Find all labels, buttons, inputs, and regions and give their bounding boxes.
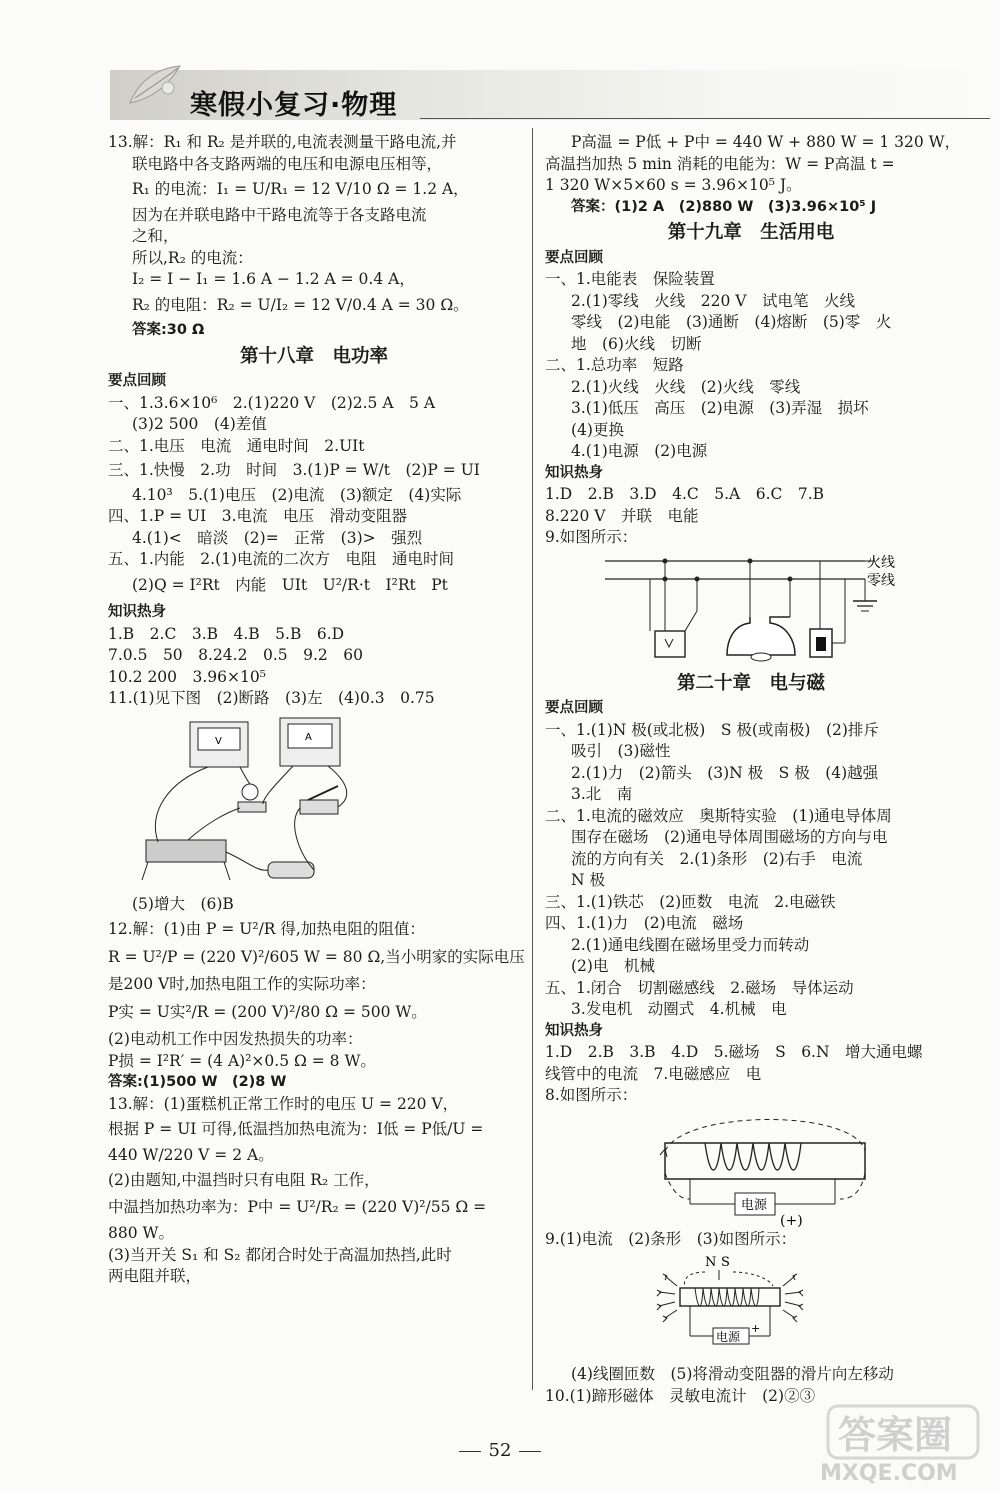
- text-line: 三、1.(1)铁芯 (2)匝数 电流 2.电磁铁: [545, 892, 836, 911]
- text-line: 高温挡加热 5 min 消耗的电能为：W = P高温 t =: [545, 154, 895, 173]
- text-line: 之和，: [132, 227, 179, 245]
- text-line: 13.解：R₁ 和 R₂ 是并联的,电流表测量干路电流,并: [108, 133, 457, 151]
- text-line: 8.如图所示：: [545, 1086, 638, 1104]
- solenoid-field-figure: [605, 1109, 935, 1227]
- text-line: 4.10³ 5.(1)电压 (2)电流 (3)额定 (4)实际: [132, 485, 462, 504]
- text-line: 880 W。: [108, 1224, 174, 1242]
- circuit-diagram-figure: [128, 712, 368, 892]
- page-header-title: 寒假小复习·物理: [190, 90, 398, 121]
- answer-line: 答案:(1)500 W (2)8 W: [108, 1074, 287, 1090]
- answer-line: 答案:30 Ω: [132, 322, 205, 338]
- text-line: R = U²/P = (220 V)²/605 W = 80 Ω,当小明家的实际电压: [108, 947, 525, 966]
- text-line: 1 320 W×5×60 s = 3.96×10⁵ J。: [545, 176, 802, 194]
- text-line: (2)由题知,中温挡时只有电阻 R₂ 工作，: [108, 1171, 380, 1189]
- text-line: 五、1.闭合 切割磁感线 2.磁场 导体运动: [545, 978, 854, 997]
- text-line: 两电阻并联，: [108, 1267, 202, 1285]
- text-line: N 极: [571, 871, 605, 889]
- electromagnet-figure: [645, 1252, 905, 1362]
- text-line: 3.北 南: [571, 785, 633, 803]
- text-line: (2)电动机工作中因发热损失的功率：: [108, 1030, 363, 1048]
- text-line: 10.(1)蹄形磁体 灵敏电流计 (2)②③: [545, 1386, 816, 1405]
- text-line: 3.(1)低压 高压 (2)电源 (3)弄湿 损坏: [571, 399, 869, 417]
- text-line: R₂ 的电阻：R₂ = U/I₂ = 12 V/0.4 A = 30 Ω。: [132, 295, 469, 314]
- text-line: 联电路中各支路两端的电压和电源电压相等，: [132, 154, 443, 173]
- power-source-label: 电源: [741, 1197, 768, 1213]
- chapter-19-title: 第十九章 生活用电: [667, 222, 835, 243]
- watermark-main-text: 答案圈: [838, 1413, 953, 1457]
- svg-text:A: A: [305, 731, 312, 743]
- section-heading: 要点回顾: [108, 373, 166, 389]
- text-line: 9.如图所示：: [545, 528, 638, 546]
- text-line: 10.2 200 3.96×10⁵: [108, 667, 266, 686]
- text-line: 五、1.内能 2.(1)电流的二次方 电阻 通电时间: [108, 550, 455, 568]
- text-line: 二、1.总功率 短路: [545, 356, 684, 374]
- text-line: 二、1.电压 电流 通电时间 2.UIt: [108, 436, 365, 455]
- text-line: 因为在并联电路中干路电流等于各支路电流: [132, 205, 427, 224]
- live-wire-label: 火线: [867, 554, 895, 571]
- right-column: [545, 132, 961, 1407]
- section-heading: 知识热身: [108, 604, 166, 620]
- text-line: 二、1.电流的磁效应 奥斯特实验 (1)通电导体周: [545, 806, 892, 825]
- watermark-site-text: MXQE.COM: [820, 1461, 958, 1486]
- section-heading: 知识热身: [545, 1022, 603, 1039]
- text-line: 1.D 2.B 3.B 4.D 5.磁场 S 6.N 增大通电螺: [545, 1043, 923, 1061]
- text-line: P损 = I²R′ = (4 A)²×0.5 Ω = 8 W。: [108, 1051, 376, 1070]
- text-line: 4.(1)电源 (2)电源: [571, 442, 708, 460]
- plus-terminal-label: (+): [780, 1212, 803, 1227]
- text-line: 吸引 (3)磁性: [571, 742, 671, 760]
- text-line: (2)电 机械: [571, 957, 655, 975]
- text-line: 8.220 V 并联 电能: [545, 506, 699, 525]
- text-line: 一、1.电能表 保险装置: [545, 270, 715, 288]
- north-pole-label: N: [705, 1255, 717, 1270]
- text-line: 1.B 2.C 3.B 4.B 5.B 6.D: [108, 624, 345, 643]
- text-line: 13.解：(1)蛋糕机正常工作时的电压 U = 220 V，: [108, 1094, 459, 1113]
- text-line: 2.(1)通电线圈在磁场里受力而转动: [571, 935, 810, 954]
- text-line: I₂ = I − I₁ = 1.6 A − 1.2 A = 0.4 A，: [132, 270, 415, 288]
- watermark-logo: [808, 1402, 988, 1486]
- plus-terminal-label: +: [751, 1322, 761, 1335]
- text-line: 7.0.5 50 8.24.2 0.5 9.2 60: [108, 646, 363, 664]
- page-number: 52: [450, 1440, 550, 1461]
- text-line: 所以,R₂ 的电流：: [132, 248, 253, 267]
- text-line: 一、1.(1)N 极(或北极) S 极(或南极) (2)排斥: [545, 720, 879, 739]
- text-line: 地 (6)火线 切断: [571, 334, 702, 353]
- chapter-18-title: 第十八章 电功率: [239, 345, 388, 367]
- text-line: 3.发电机 动圈式 4.机械 电: [571, 1000, 787, 1018]
- text-line: 12.解：(1)由 P = U²/R 得,加热电阻的阻值：: [108, 920, 425, 938]
- header-rule: [420, 118, 990, 119]
- text-line: 2.(1)火线 火线 (2)火线 零线: [571, 377, 801, 396]
- neutral-wire-label: 零线: [867, 572, 895, 589]
- answer-line: 答案：(1)2 A (2)880 W (3)3.96×10⁵ J: [571, 198, 877, 215]
- text-line: (2)Q = I²Rt 内能 UIt U²/R·t I²Rt Pt: [132, 575, 448, 594]
- section-heading: 要点回顾: [545, 249, 603, 266]
- text-line: (4)更换: [571, 420, 624, 439]
- south-pole-label: S: [721, 1255, 730, 1270]
- text-line: 9.(1)电流 (2)条形 (3)如图所示：: [545, 1229, 797, 1248]
- text-line: (4)线圈匝数 (5)将滑动变阻器的滑片向左移动: [571, 1365, 894, 1383]
- household-wiring-figure: [565, 551, 925, 669]
- text-line: 零线 (2)电能 (3)通断 (4)熔断 (5)零 火: [571, 313, 892, 331]
- text-line: 流的方向有关 2.(1)条形 (2)右手 电流: [571, 849, 863, 868]
- text-line: 根据 P = UI 可得,低温挡加热电流为：I低 = P低/U =: [108, 1120, 484, 1138]
- svg-text:V: V: [215, 735, 222, 747]
- text-line: 2.(1)力 (2)箭头 (3)N 极 S 极 (4)越强: [571, 763, 879, 782]
- text-line: R₁ 的电流：I₁ = U/R₁ = 12 V/10 Ω = 1.2 A，: [132, 180, 469, 198]
- text-line: P实 = U实²/R = (200 V)²/80 Ω = 500 W。: [108, 1002, 427, 1021]
- text-line: 中温挡加热功率为：P中 = U²/R₂ = (220 V)²/55 Ω =: [108, 1197, 487, 1216]
- text-line: 1.D 2.B 3.D 4.C 5.A 6.C 7.B: [545, 485, 825, 503]
- text-line: 三、1.快慢 2.功 时间 3.(1)P = W/t (2)P = UI: [108, 461, 480, 479]
- text-line: 线管中的电流 7.电磁感应 电: [545, 1064, 762, 1083]
- text-line: (3)当开关 S₁ 和 S₂ 都闭合时处于高温加热挡,此时: [108, 1245, 452, 1264]
- power-source-label: 电源: [716, 1330, 741, 1344]
- text-line: P高温 = P低 + P中 = 440 W + 880 W = 1 320 W，: [571, 133, 961, 151]
- text-line: 440 W/220 V = 2 A。: [108, 1145, 274, 1164]
- text-line: 四、1.(1)力 (2)电流 磁场: [545, 914, 744, 932]
- text-line: 2.(1)零线 火线 220 V 试电笔 火线: [571, 291, 855, 310]
- text-line: 11.(1)见下图 (2)断路 (3)左 (4)0.3 0.75: [108, 689, 435, 707]
- section-heading: 要点回顾: [545, 700, 603, 716]
- text-line: 四、1.P = UI 3.电流 电压 滑动变阻器: [108, 507, 408, 525]
- column-divider: [532, 128, 533, 1390]
- leaf-decoration-icon: [120, 58, 190, 113]
- text-line: 是200 V时,加热电阻工作的实际功率：: [108, 975, 376, 993]
- text-line: 围存在磁场 (2)通电导体周围磁场的方向与电: [571, 828, 888, 846]
- text-line: 一、1.3.6×10⁶ 2.(1)220 V (2)2.5 A 5 A: [108, 393, 436, 412]
- section-heading: 知识热身: [545, 464, 603, 481]
- left-column: [108, 132, 525, 1288]
- chapter-20-title: 第二十章 电与磁: [676, 672, 825, 694]
- text-line: 4.(1)< 暗淡 (2)= 正常 (3)> 强烈: [132, 528, 423, 547]
- text-line: (5)增大 (6)B: [132, 894, 234, 913]
- text-line: (3)2 500 (4)差值: [132, 415, 267, 433]
